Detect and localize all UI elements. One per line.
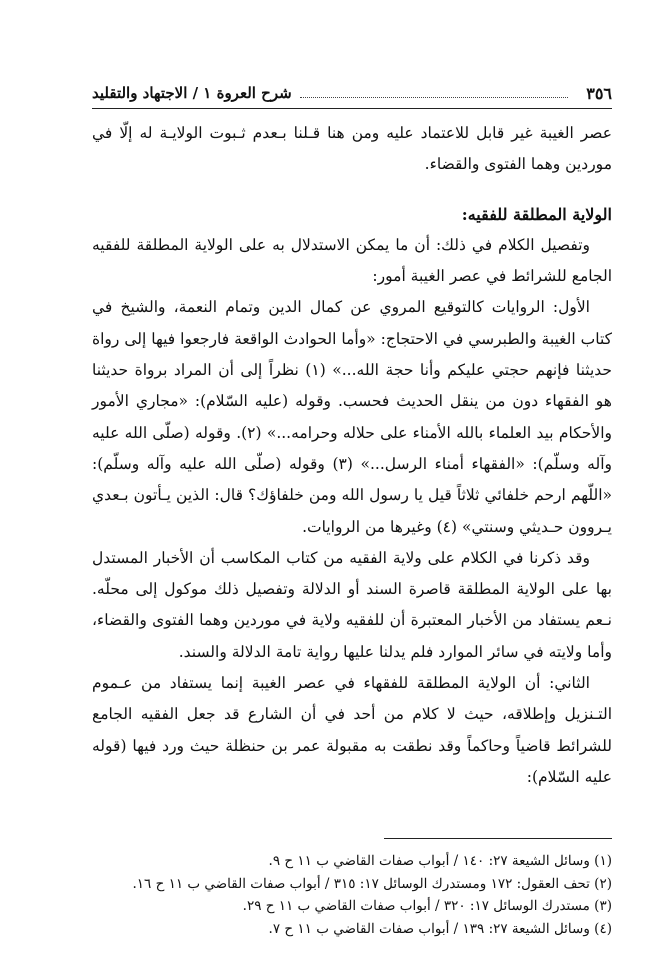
footnote: (٢) تحف العقول: ١٧٢ ومستدرك الوسائل ١٧: ٣١٥ / أبواب صفات القاضي ب ١١ ح ١٦. (132, 875, 612, 892)
header-dotted-leader (300, 89, 569, 98)
running-title: شرح العروة ١ / الاجتهاد والتقليد (92, 84, 292, 102)
paragraph: وتفصيل الكلام في ذلك: أن ما يمكن الاستدلال به على الولاية المطلقة للفقيه الجامع للشرائط في عصر الغيبة أمور: (92, 235, 612, 286)
footnote: (٤) وسائل الشيعة ٢٧: ١٣٩ / أبواب صفات القاضي ب ١١ ح ٧. (268, 920, 612, 937)
paragraph: الأول: الروايات كالتوقيع المروي عن كمال الدين وتمام النعمة، والشيخ في كتاب الغيبة والطبرسي في الاحتجاج: «وأما الحوادث الواقعة فارجعوا فيها إلى رواة حديثنا فإنهم حجتي عليكم وأنا حجة الله...» (١) نظراً إلى أن المراد برواة حديثنا هو الفقهاء دون من ينقل الحديث فحسب. وقوله (عليه السّلام): «مجاري الأمور والأحكام بيد العلماء بالله الأمناء على حلاله وحرامه...» (٢). وقوله (صلّى الله عليه وآله وسلّم): «الفقهاء أمناء الرسل...» (٣) وقوله (صلّى الله عليه وآله وسلّم): «اللّهم ارحم خلفائي ثلاثاً قيل يا رسول الله ومن خلفاؤك؟ قال: الذين يـأتون بـعدي يـروون حـديثي وسنتي» (٤) وغيرها من الروايات. (92, 298, 612, 536)
paragraph: الثاني: أن الولاية المطلقة للفقهاء في عصر الغيبة إنما يستفاد من عـموم التـنزيل وإطلاقه، حيث لا كلام من أحد في أن الشارع قد جعل الفقيه الجامع للشرائط قاضياً وحاكماً وقد نطقت به مقبولة عمر بن حنظلة حيث ورد فيها (قوله عليه السّلام): (92, 674, 612, 786)
footnote: (١) وسائل الشيعة ٢٧: ١٤٠ / أبواب صفات القاضي ب ١١ ح ٩. (268, 853, 612, 869)
paragraph-continuation: عصر الغيبة غير قابل للاعتماد عليه ومن هنا قـلنا بـعدم ثـبوت الولايـة له إلّا في موردين وهما الفتوى والقضاء. (92, 124, 612, 174)
main-text (92, 118, 612, 793)
paragraph: وقد ذكرنا في الكلام على ولاية الفقيه من كتاب المكاسب أن الأخبار المستدل بها على الولاية المطلقة قاصرة السند أو الدلالة وتفصيل ذلك موكول إلى محلّه. نـعم يستفاد من الأخبار المعتبرة أن للفقيه ولاية في موردين وهما الفتوى والقضاء، وأما ولايته في سائر الموارد فلم يدلنا عليها رواية تامة الدلالة والسند. (92, 548, 612, 661)
page-header (92, 78, 612, 109)
page-number: ٣٥٦ (586, 83, 612, 103)
section-heading: الولاية المطلقة للفقيه: (461, 204, 612, 224)
footnote-separator (384, 838, 612, 839)
footnotes (92, 850, 612, 940)
footnote: (٣) مستدرك الوسائل ١٧: ٣٢٠ / أبواب صفات القاضي ب ١١ ح ٢٩. (242, 898, 612, 914)
